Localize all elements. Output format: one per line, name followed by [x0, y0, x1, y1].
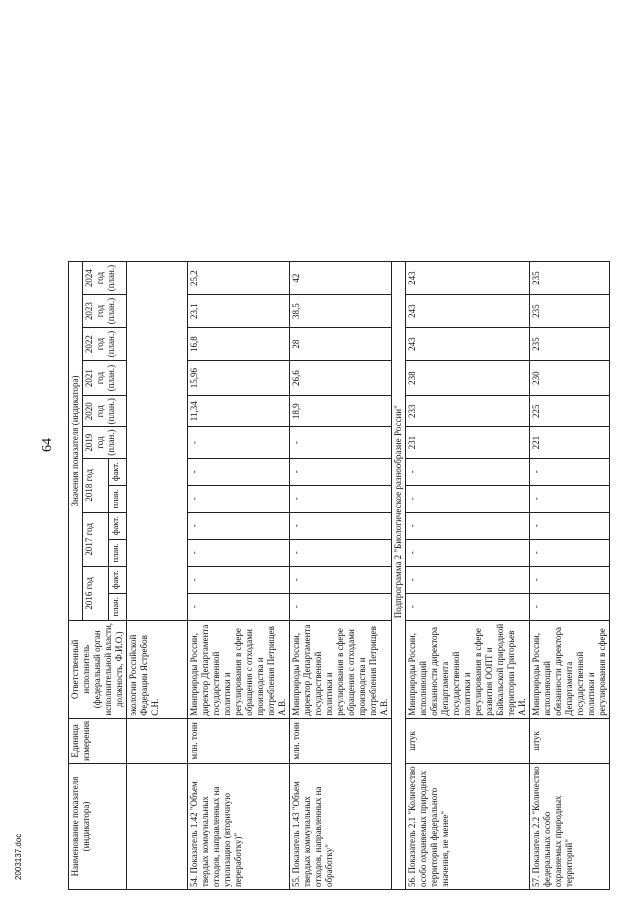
header-responsible: Ответственный исполнитель (федеральный орган исполнительной власти, должность, Ф.И.О.) [69, 620, 127, 718]
value-cell: - [406, 566, 530, 593]
page-number: 64 [40, 438, 55, 452]
header-2020: 2020 год (план.) [83, 396, 127, 427]
row-responsible: Минприроды России, директор Департамента государственной политики и регулирования в сфере обращения с отходами производства и потребления Петрищев А.В. [290, 620, 392, 718]
continuation-cell [127, 262, 188, 621]
header-2019: 2019 год (план.) [83, 427, 127, 458]
value-cell: 231 [406, 427, 530, 458]
value-cell: - [406, 485, 530, 512]
row-name: 56. Показатель 2.1 "Количество особо охраняемых природных территорий федерального значения, не менее" [406, 764, 530, 890]
row-responsible: Минприроды России, исполняющий обязанности директора Департамента государственной политики и регулирования в сфере [530, 620, 610, 718]
value-cell: 42 [290, 262, 392, 295]
value-cell: - [290, 593, 392, 620]
value-cell: - [406, 458, 530, 485]
table-row [530, 262, 610, 890]
value-cell: 23,1 [188, 295, 290, 328]
value-cell: 221 [530, 427, 610, 458]
continuation-cell [127, 718, 188, 763]
value-cell: 28 [290, 328, 392, 361]
header-2017: 2017 год [83, 512, 109, 566]
value-cell: - [290, 539, 392, 566]
row-name: 57. Показатель 2.2 "Количество федеральных особо охраняемых природных территорий" [530, 764, 610, 890]
value-cell: 26,6 [290, 361, 392, 396]
value-cell: 235 [530, 295, 610, 328]
value-cell: - [188, 485, 290, 512]
value-cell: - [290, 485, 392, 512]
header-fact: факт. [109, 458, 127, 485]
header-2024: 2024 год (план.) [83, 262, 127, 295]
header-fact: факт. [109, 566, 127, 593]
value-cell: 18,9 [290, 396, 392, 427]
header-2022: 2022 год (план.) [83, 328, 127, 361]
value-cell: 11,34 [188, 396, 290, 427]
value-cell: 238 [406, 361, 530, 396]
header-2021: 2021 год (план.) [83, 361, 127, 396]
value-cell: 16,8 [188, 328, 290, 361]
row-name: 54. Показатель 1.42 "Объем твердых коммунальных отходов, направленных на утилизацию (вторичную переработку)" [188, 764, 290, 890]
row-unit: штук [406, 718, 530, 763]
value-cell: - [530, 485, 610, 512]
value-cell: 38,5 [290, 295, 392, 328]
subprogram-row [392, 262, 406, 890]
value-cell: - [188, 566, 290, 593]
table-row [188, 262, 290, 890]
row-unit: млн. тонн [188, 718, 290, 763]
header-2023: 2023 год (план.) [83, 295, 127, 328]
row-responsible: Минприроды России, исполняющий обязанности директора Департамента государственной политики и регулирования в сфере развития ООПТ и Байкальской природной территории Григорьев А.И. [406, 620, 530, 718]
subprogram-spacer [392, 620, 406, 889]
value-cell: - [188, 427, 290, 458]
header-2018: 2018 год [83, 458, 109, 512]
value-cell: 15,96 [188, 361, 290, 396]
value-cell: 233 [406, 396, 530, 427]
value-cell: 243 [406, 328, 530, 361]
value-cell: - [406, 539, 530, 566]
value-cell: - [530, 512, 610, 539]
header-unit: Единица измерения [69, 718, 127, 763]
value-cell: - [188, 539, 290, 566]
value-cell: - [290, 458, 392, 485]
value-cell: - [406, 593, 530, 620]
header-values-group: Значения показателя (индикатора) [69, 262, 83, 621]
continuation-responsible: экологии Российской Федерации Ястребов С.Н. [127, 620, 188, 718]
row-unit: млн. тонн [290, 718, 392, 763]
subprogram-title: Подпрограмма 2 "Биологическое разнообразие России" [392, 262, 406, 621]
header-plan: план. [109, 539, 127, 566]
value-cell: - [406, 512, 530, 539]
value-cell: - [530, 539, 610, 566]
row-name: 55. Показатель 1.43 "Объем твердых коммунальных отходов, направленных на обработку" [290, 764, 392, 890]
value-cell: 230 [530, 361, 610, 396]
value-cell: 235 [530, 262, 610, 295]
value-cell: - [188, 512, 290, 539]
indicator-table [68, 261, 610, 890]
value-cell: 235 [530, 328, 610, 361]
value-cell: - [188, 458, 290, 485]
value-cell: - [290, 566, 392, 593]
value-cell: 243 [406, 262, 530, 295]
header-name: Наименование показателя (индикатора) [69, 764, 127, 890]
header-2016: 2016 год [83, 566, 109, 620]
table-row [290, 262, 392, 890]
value-cell: - [530, 458, 610, 485]
value-cell: 243 [406, 295, 530, 328]
value-cell: - [290, 427, 392, 458]
value-cell: - [188, 593, 290, 620]
header-plan: план. [109, 593, 127, 620]
continuation-cell [127, 764, 188, 890]
value-cell: 25,2 [188, 262, 290, 295]
value-cell: - [290, 512, 392, 539]
header-fact: факт. [109, 512, 127, 539]
value-cell: 225 [530, 396, 610, 427]
header-plan: план. [109, 485, 127, 512]
row-responsible: Минприроды России, директор Департамента государственной политики и регулирования в сфере обращения с отходами производства и потребления Петрищев А.В. [188, 620, 290, 718]
footer-doc-code: 2003137.doc [14, 833, 23, 880]
value-cell: - [530, 593, 610, 620]
value-cell: - [530, 566, 610, 593]
row-unit: штук [530, 718, 610, 763]
table-row [406, 262, 530, 890]
